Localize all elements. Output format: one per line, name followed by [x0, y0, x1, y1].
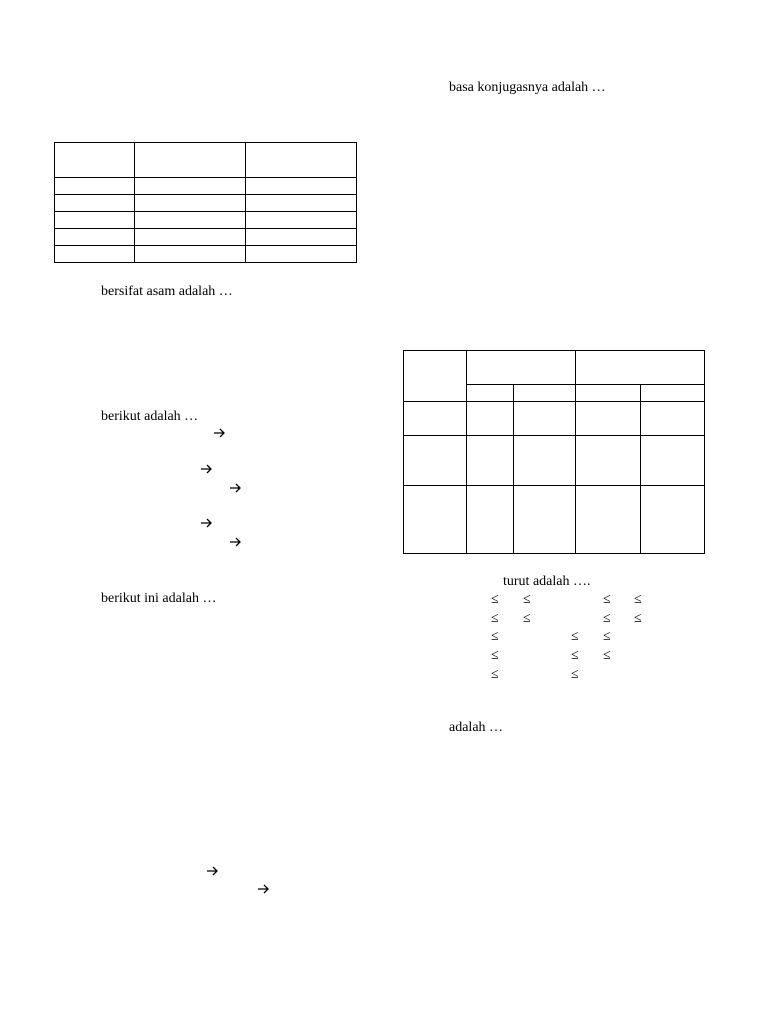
leq-symbol: ≤	[634, 611, 642, 626]
table-cell	[514, 486, 576, 554]
table-cell	[467, 385, 514, 402]
table-cell	[467, 402, 514, 436]
table-cell	[467, 436, 514, 486]
table-cell	[641, 436, 705, 486]
right-arrow-icon	[257, 883, 270, 895]
question-fragment-turut: turut adalah ….	[503, 574, 591, 589]
question-fragment-berikut: berikut adalah …	[101, 409, 199, 424]
question-fragment-adalah: adalah …	[449, 720, 504, 735]
table-cell	[576, 385, 641, 402]
table-cell	[641, 486, 705, 554]
leq-symbol: ≤	[603, 648, 611, 663]
table-cell	[246, 212, 357, 229]
leq-symbol: ≤	[491, 667, 499, 682]
leq-symbol: ≤	[491, 611, 499, 626]
table-cell	[55, 178, 135, 195]
table-cell	[246, 229, 357, 246]
table-cell	[246, 178, 357, 195]
right-arrow-icon	[213, 427, 226, 439]
leq-symbol: ≤	[634, 592, 642, 607]
table-cell	[135, 212, 246, 229]
question-fragment-berikut-ini: berikut ini adalah …	[101, 591, 217, 606]
leq-symbol: ≤	[491, 648, 499, 663]
leq-symbol: ≤	[571, 629, 579, 644]
leq-symbol: ≤	[491, 592, 499, 607]
table-cell	[55, 195, 135, 212]
table-cell	[576, 351, 705, 385]
table-cell	[246, 195, 357, 212]
table-cell	[404, 402, 467, 436]
leq-symbol: ≤	[603, 592, 611, 607]
right-arrow-icon	[229, 482, 242, 494]
table-cell	[135, 229, 246, 246]
table-cell	[135, 143, 246, 178]
right-arrow-icon	[200, 517, 213, 529]
table-cell	[246, 143, 357, 178]
leq-symbol: ≤	[571, 667, 579, 682]
table-cell	[55, 143, 135, 178]
table-cell	[135, 178, 246, 195]
leq-symbol: ≤	[603, 611, 611, 626]
table-cell	[576, 436, 641, 486]
leq-symbol: ≤	[491, 629, 499, 644]
right-arrow-icon	[200, 463, 213, 475]
table-cell	[576, 402, 641, 436]
table-cell	[135, 246, 246, 263]
table-cell	[641, 402, 705, 436]
table-cell	[467, 351, 576, 385]
question-fragment-konjugasi: basa konjugasnya adalah …	[449, 80, 606, 95]
empty-table-left	[54, 142, 357, 263]
table-cell	[576, 486, 641, 554]
table-cell	[55, 246, 135, 263]
table-cell	[55, 212, 135, 229]
table-cell	[514, 402, 576, 436]
leq-symbol: ≤	[523, 611, 531, 626]
table-cell	[55, 229, 135, 246]
table-cell	[246, 246, 357, 263]
table-cell	[404, 486, 467, 554]
table-cell	[514, 436, 576, 486]
leq-symbol: ≤	[571, 648, 579, 663]
table-cell	[404, 436, 467, 486]
leq-symbol: ≤	[523, 592, 531, 607]
right-arrow-icon	[206, 865, 219, 877]
empty-table-right	[403, 350, 705, 554]
leq-symbol: ≤	[603, 629, 611, 644]
table-cell	[135, 195, 246, 212]
right-arrow-icon	[229, 536, 242, 548]
table-cell	[514, 385, 576, 402]
question-fragment-asam: bersifat asam adalah …	[101, 284, 233, 299]
table-cell	[641, 385, 705, 402]
table-cell	[404, 351, 467, 402]
table-cell	[467, 486, 514, 554]
